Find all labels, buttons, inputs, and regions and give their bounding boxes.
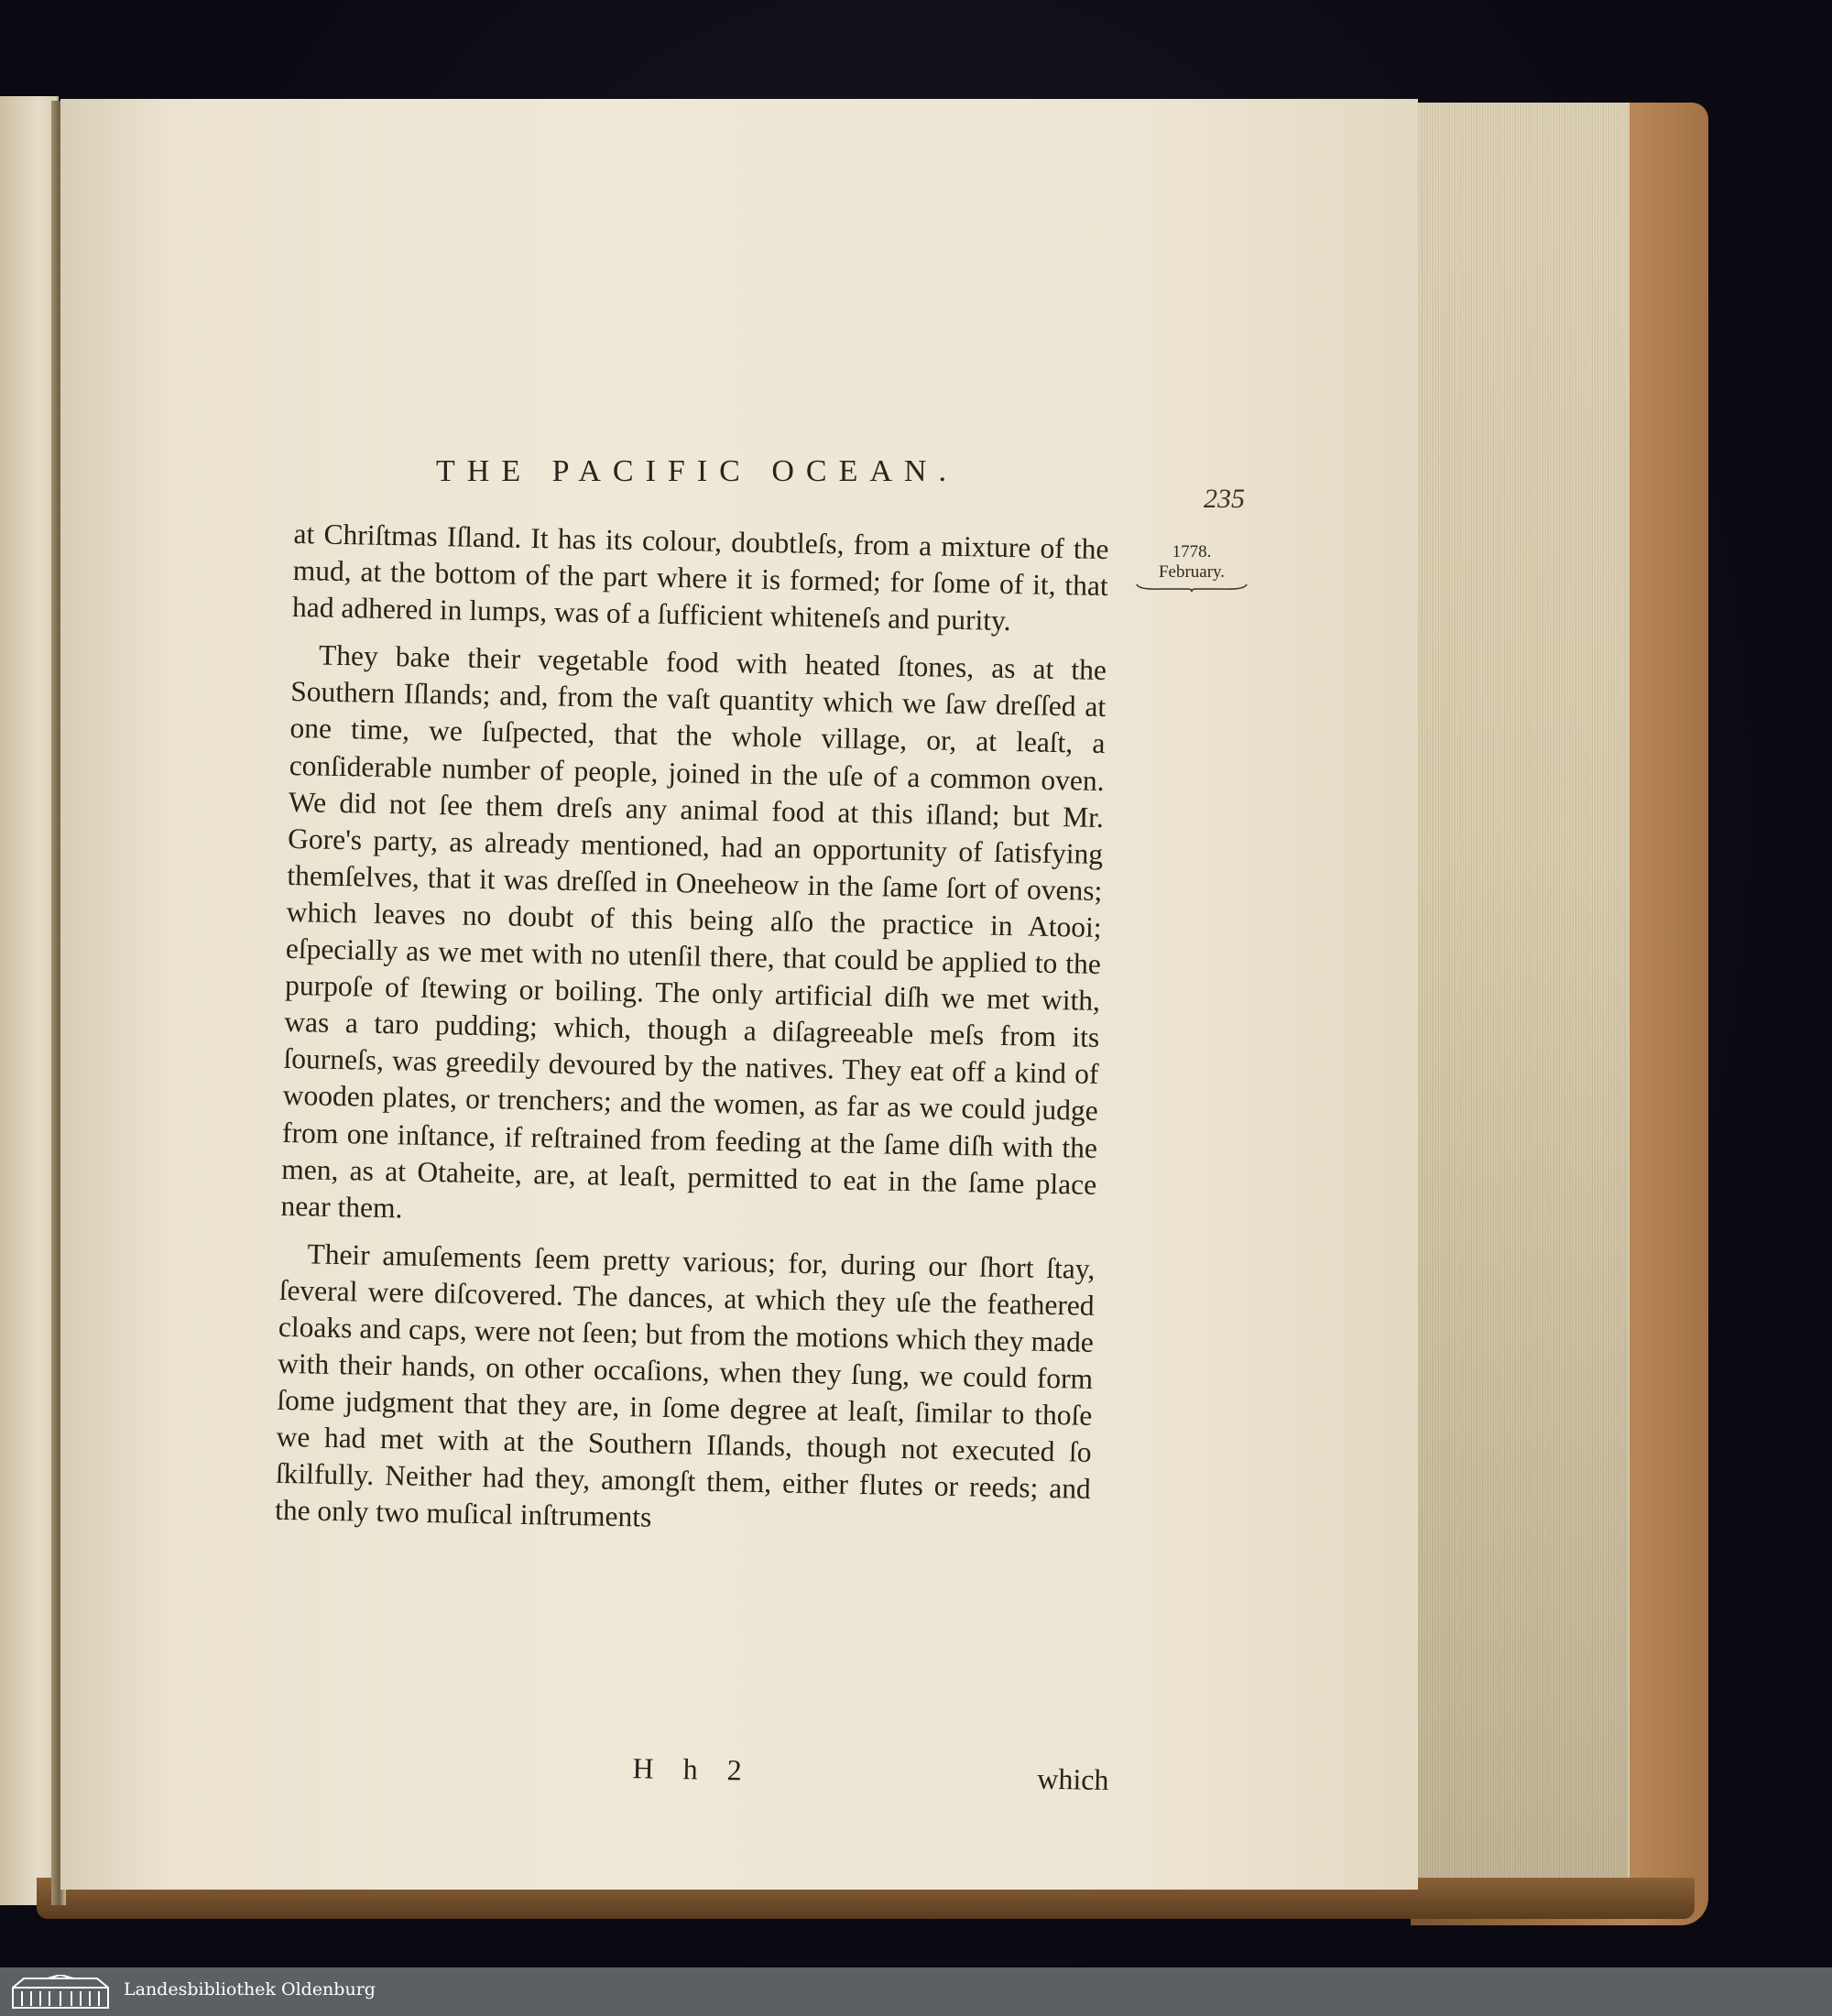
catchline: [294, 1748, 1109, 1797]
margin-note-year: 1778.: [1172, 542, 1212, 561]
body-text: [275, 516, 1109, 1555]
paragraph-2: They bake their vegetable food with heated ſtones, as at the Southern Iſlands; and, from the vaſt quantity which we ſaw dreſſed at one time, we ſuſpected, that the whole village, or, at leaſt, a conſiderable number of people, joined in the uſe of a common oven. We did not ſee them dreſs any animal food at this iſland; but Mr. Gore's party, as already mentioned, had an opportunity of ſatisfying themſelves, that it was dreſſed in Oneeheow in the ſame ſort of ovens; which leaves no doubt of this being alſo the practice in Atooi; eſpecially as we met with no utenſil there, that could be applied to the purpoſe of ſtewing or boiling. The only artificial diſh we met with, was a taro pudding; which, though a diſagreeable meſs from its ſourneſs, was greedily devoured by the natives. They eat off a kind of wooden plates, or trenchers; and the women, as far as we could judge from one inſtance, if reſtrained from feeding at the ſame diſh with the men, as at Otaheite, are, at leaſt, permitted to eat in the ſame place near them.: [280, 638, 1107, 1225]
page-number: 235: [1204, 484, 1245, 514]
margin-note: [1132, 542, 1251, 592]
left-page-edge: [0, 96, 59, 1905]
library-name: Landesbibliothek Oldenburg: [124, 1979, 376, 2000]
catchword: which: [1036, 1761, 1109, 1797]
margin-brace-icon: [1135, 583, 1249, 592]
paragraph-1: at Chriſtmas Iſland. It has its colour, doubtleſs, from a mixture of the mud, at the bottom of the part where it is formed; for ſome of it, that had adhered in lumps, was of a ſufficient whiteneſs and purity.: [291, 517, 1109, 637]
footer-bar: [0, 1967, 1832, 2016]
running-head: THE PACIFIC OCEAN.: [436, 454, 958, 488]
paragraph-3: Their amuſements ſeem pretty various; for, during our ſhort ſtay, ſeveral were diſcovered. The dances, at which they uſe the feathered cloaks and caps, were not ſeen; but from the motions which they made with their hands, on other occaſions, when they ſung, we could form ſome judgment that they are, in ſome degree at leaſt, ſimilar to thoſe we had met with at the Southern Iſlands, though not executed ſo ſkilfully. Neither had they, amongſt them, either flutes or reeds; and the only two muſical inſtruments: [274, 1237, 1096, 1534]
library-building-icon: [11, 1975, 110, 2010]
margin-note-month: February.: [1158, 562, 1226, 582]
book-page: [60, 99, 1418, 1890]
page-block-shading: [1415, 103, 1628, 1902]
signature-mark: H h 2: [632, 1751, 754, 1787]
